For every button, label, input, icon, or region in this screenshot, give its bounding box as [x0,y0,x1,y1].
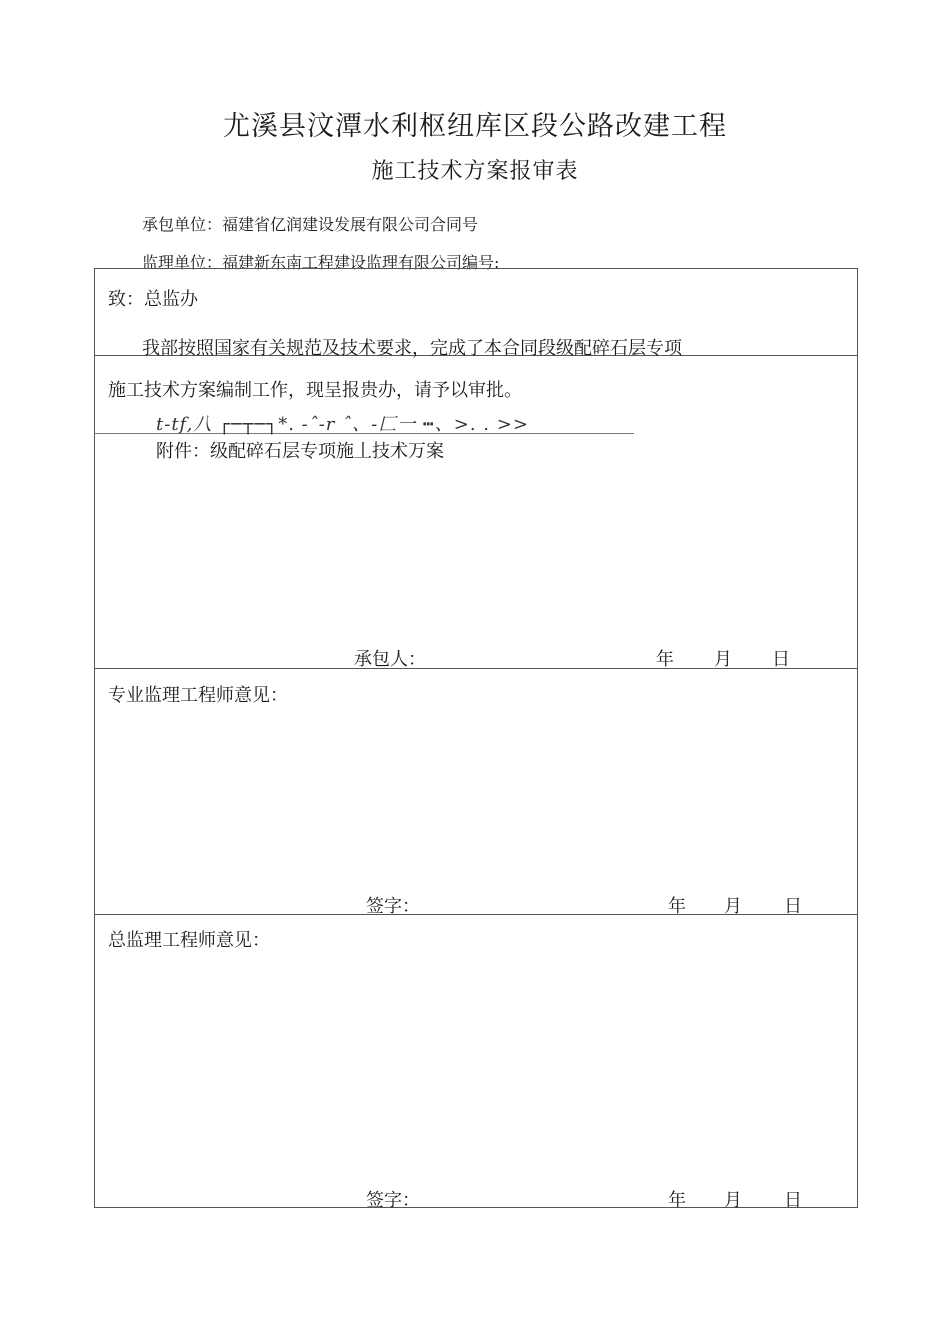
date-month: 月 [724,1190,742,1211]
date-month: 月 [724,896,742,917]
document-title: 尤溪县汶潭水利枢纽库区段公路改建工程 [223,111,727,142]
request-text-line1: 我部按照国家有关规范及技术要求，完成了本合同段级配碎石层专项 [142,338,682,359]
date-year: 年 [668,896,686,917]
chief-sign-label: 签字： [366,1190,420,1211]
form-table [94,268,858,1208]
request-text-line2: 施工技术方案编制工作，现呈报贵办，请予以审批。 [108,380,522,401]
date-month: 月 [714,649,732,670]
document-subtitle: 施工技术方案报审表 [371,159,579,184]
date-year: 年 [668,1190,686,1211]
contractor-sign-label: 承包人： [354,649,426,670]
row-divider-2 [94,668,858,669]
specialist-opinion-heading: 专业监理工程师意见： [108,685,288,706]
date-day: 日 [784,1190,802,1211]
specialist-sign-label: 签字： [366,896,420,917]
chief-opinion-heading: 总监理工程师意见： [108,930,270,951]
date-year: 年 [656,649,674,670]
date-day: 日 [772,649,790,670]
addressee: 致：总监办 [108,289,198,310]
row-divider-3 [94,914,858,915]
contractor-info: 承包单位：福建省亿润建设发展有限公司合同号 [142,215,479,234]
attachment-line: 附件：级配碎石层专项施丄技术万案 [156,441,444,462]
date-day: 日 [784,896,802,917]
supervisor-info: 监理单位：福建新东南工程建设监理有限公司编号: [142,253,500,272]
garbled-scan-text: t-tf,八 ┌─┬─┐*. -ˆ-r ˆ、-匚一 ┅、>. . >> [156,414,529,435]
